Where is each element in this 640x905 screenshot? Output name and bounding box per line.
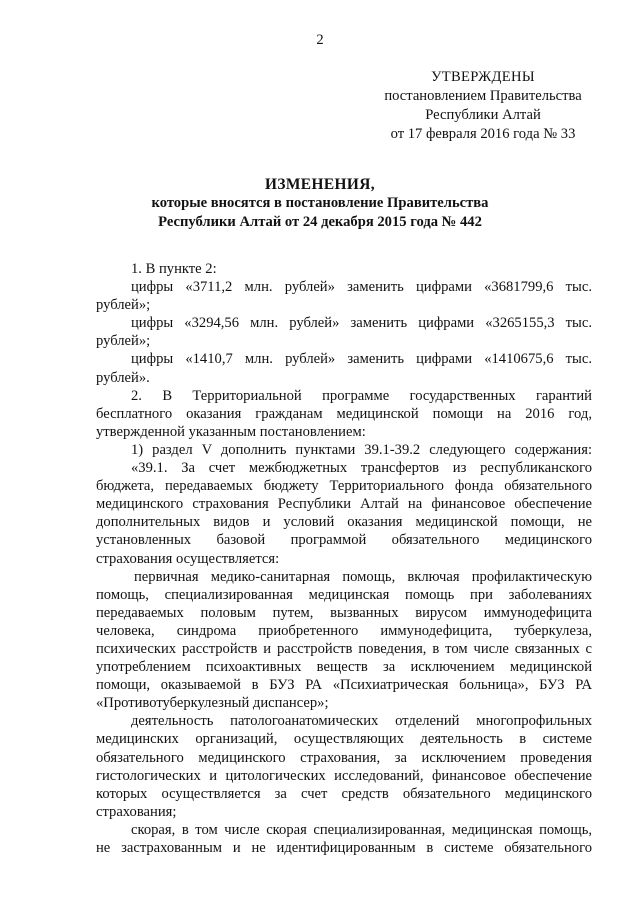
body-line: цифры «1410,7 млн. рублей» заменить цифрами «1410675,6 тыс. — [131, 351, 592, 368]
body-line: утвержденной указанным постановлением: — [96, 423, 366, 440]
body-line: «Противотуберкулезный диспансер»; — [96, 695, 329, 712]
body-line: медицинского страхования Республики Алтай на финансовое обеспечение — [96, 496, 592, 513]
document-heading — [100, 175, 540, 232]
body-line: первичная медико-санитарная помощь, включая профилактическую — [134, 568, 592, 585]
heading-title: ИЗМЕНЕНИЯ, — [264, 176, 376, 193]
body-line: 2. В Территориальной программе государственных гарантий — [131, 387, 592, 404]
body-line: гистологических и цитологических исследований, финансовое обеспечение — [96, 767, 592, 784]
body-line: рублей»; — [96, 333, 151, 350]
body-line: страхования; — [96, 803, 177, 820]
approval-title: УТВЕРЖДЕНЫ — [431, 69, 535, 85]
body-line: бюджета, передаваемых бюджету Территориального фонда обязательного — [96, 478, 592, 495]
body-line: цифры «3711,2 млн. рублей» заменить цифрами «3681799,6 тыс. — [131, 279, 592, 296]
heading-line: Республики Алтай от 24 декабря 2015 года № 442 — [158, 214, 482, 230]
heading-line: которые вносятся в постановление Правительства — [151, 195, 489, 211]
body-line: деятельность патологоанатомических отделений многопрофильных — [131, 713, 592, 730]
page-number: 2 — [316, 32, 324, 48]
body-line: «39.1. За счет межбюджетных трансфертов из республиканского — [131, 460, 592, 477]
body-line: психических расстройств и расстройств поведения, в том числе связанных с — [96, 640, 592, 657]
body-line: человека, синдрома приобретенного иммунодефицита, туберкулеза, — [96, 622, 592, 639]
document-body — [96, 260, 592, 857]
body-line: страхования осуществляется: — [96, 550, 280, 567]
body-line: скорая, в том числе скорая специализированная, медицинская помощь, — [131, 821, 592, 838]
body-line: помощь, специализированная медицинская помощь при заболеваниях — [96, 586, 592, 603]
approval-line: Республики Алтай — [425, 107, 541, 123]
body-line: обязательного медицинского страхования, за исключением проведения — [96, 749, 592, 766]
body-line: установленных базовой программой обязательного медицинского — [96, 532, 592, 549]
body-line: дополнительных видов и условий оказания медицинской помощи, не — [96, 514, 592, 531]
body-line: бесплатного оказания гражданам медицинской помощи на 2016 год, — [96, 405, 592, 422]
body-line: рублей». — [96, 369, 150, 386]
body-line: помощи, оказываемой в БУЗ РА «Психиатрическая больница», БУЗ РА — [96, 677, 592, 694]
body-line: которых осуществляется за счет средств обязательного медицинского — [96, 785, 592, 802]
body-line: 1. В пункте 2: — [131, 261, 217, 277]
body-line: употреблением психоактивных веществ за исключением медицинской — [96, 659, 592, 676]
body-line: рублей»; — [96, 297, 151, 314]
body-line: цифры «3294,56 млн. рублей» заменить цифрами «3265155,3 тыс. — [131, 315, 592, 332]
approval-block — [372, 68, 594, 144]
body-line: 1) раздел V дополнить пунктами 39.1-39.2 следующего содержания: — [131, 441, 592, 458]
approval-line: от 17 февраля 2016 года № 33 — [390, 126, 576, 142]
body-line: не застрахованным и не идентифицированным в системе обязательного — [96, 840, 592, 856]
body-line: медицинских организаций, осуществляющих деятельность в системе — [96, 731, 592, 748]
body-line: передаваемых половым путем, вызванных вирусом иммунодефицита — [96, 604, 592, 621]
approval-line: постановлением Правительства — [384, 88, 582, 104]
